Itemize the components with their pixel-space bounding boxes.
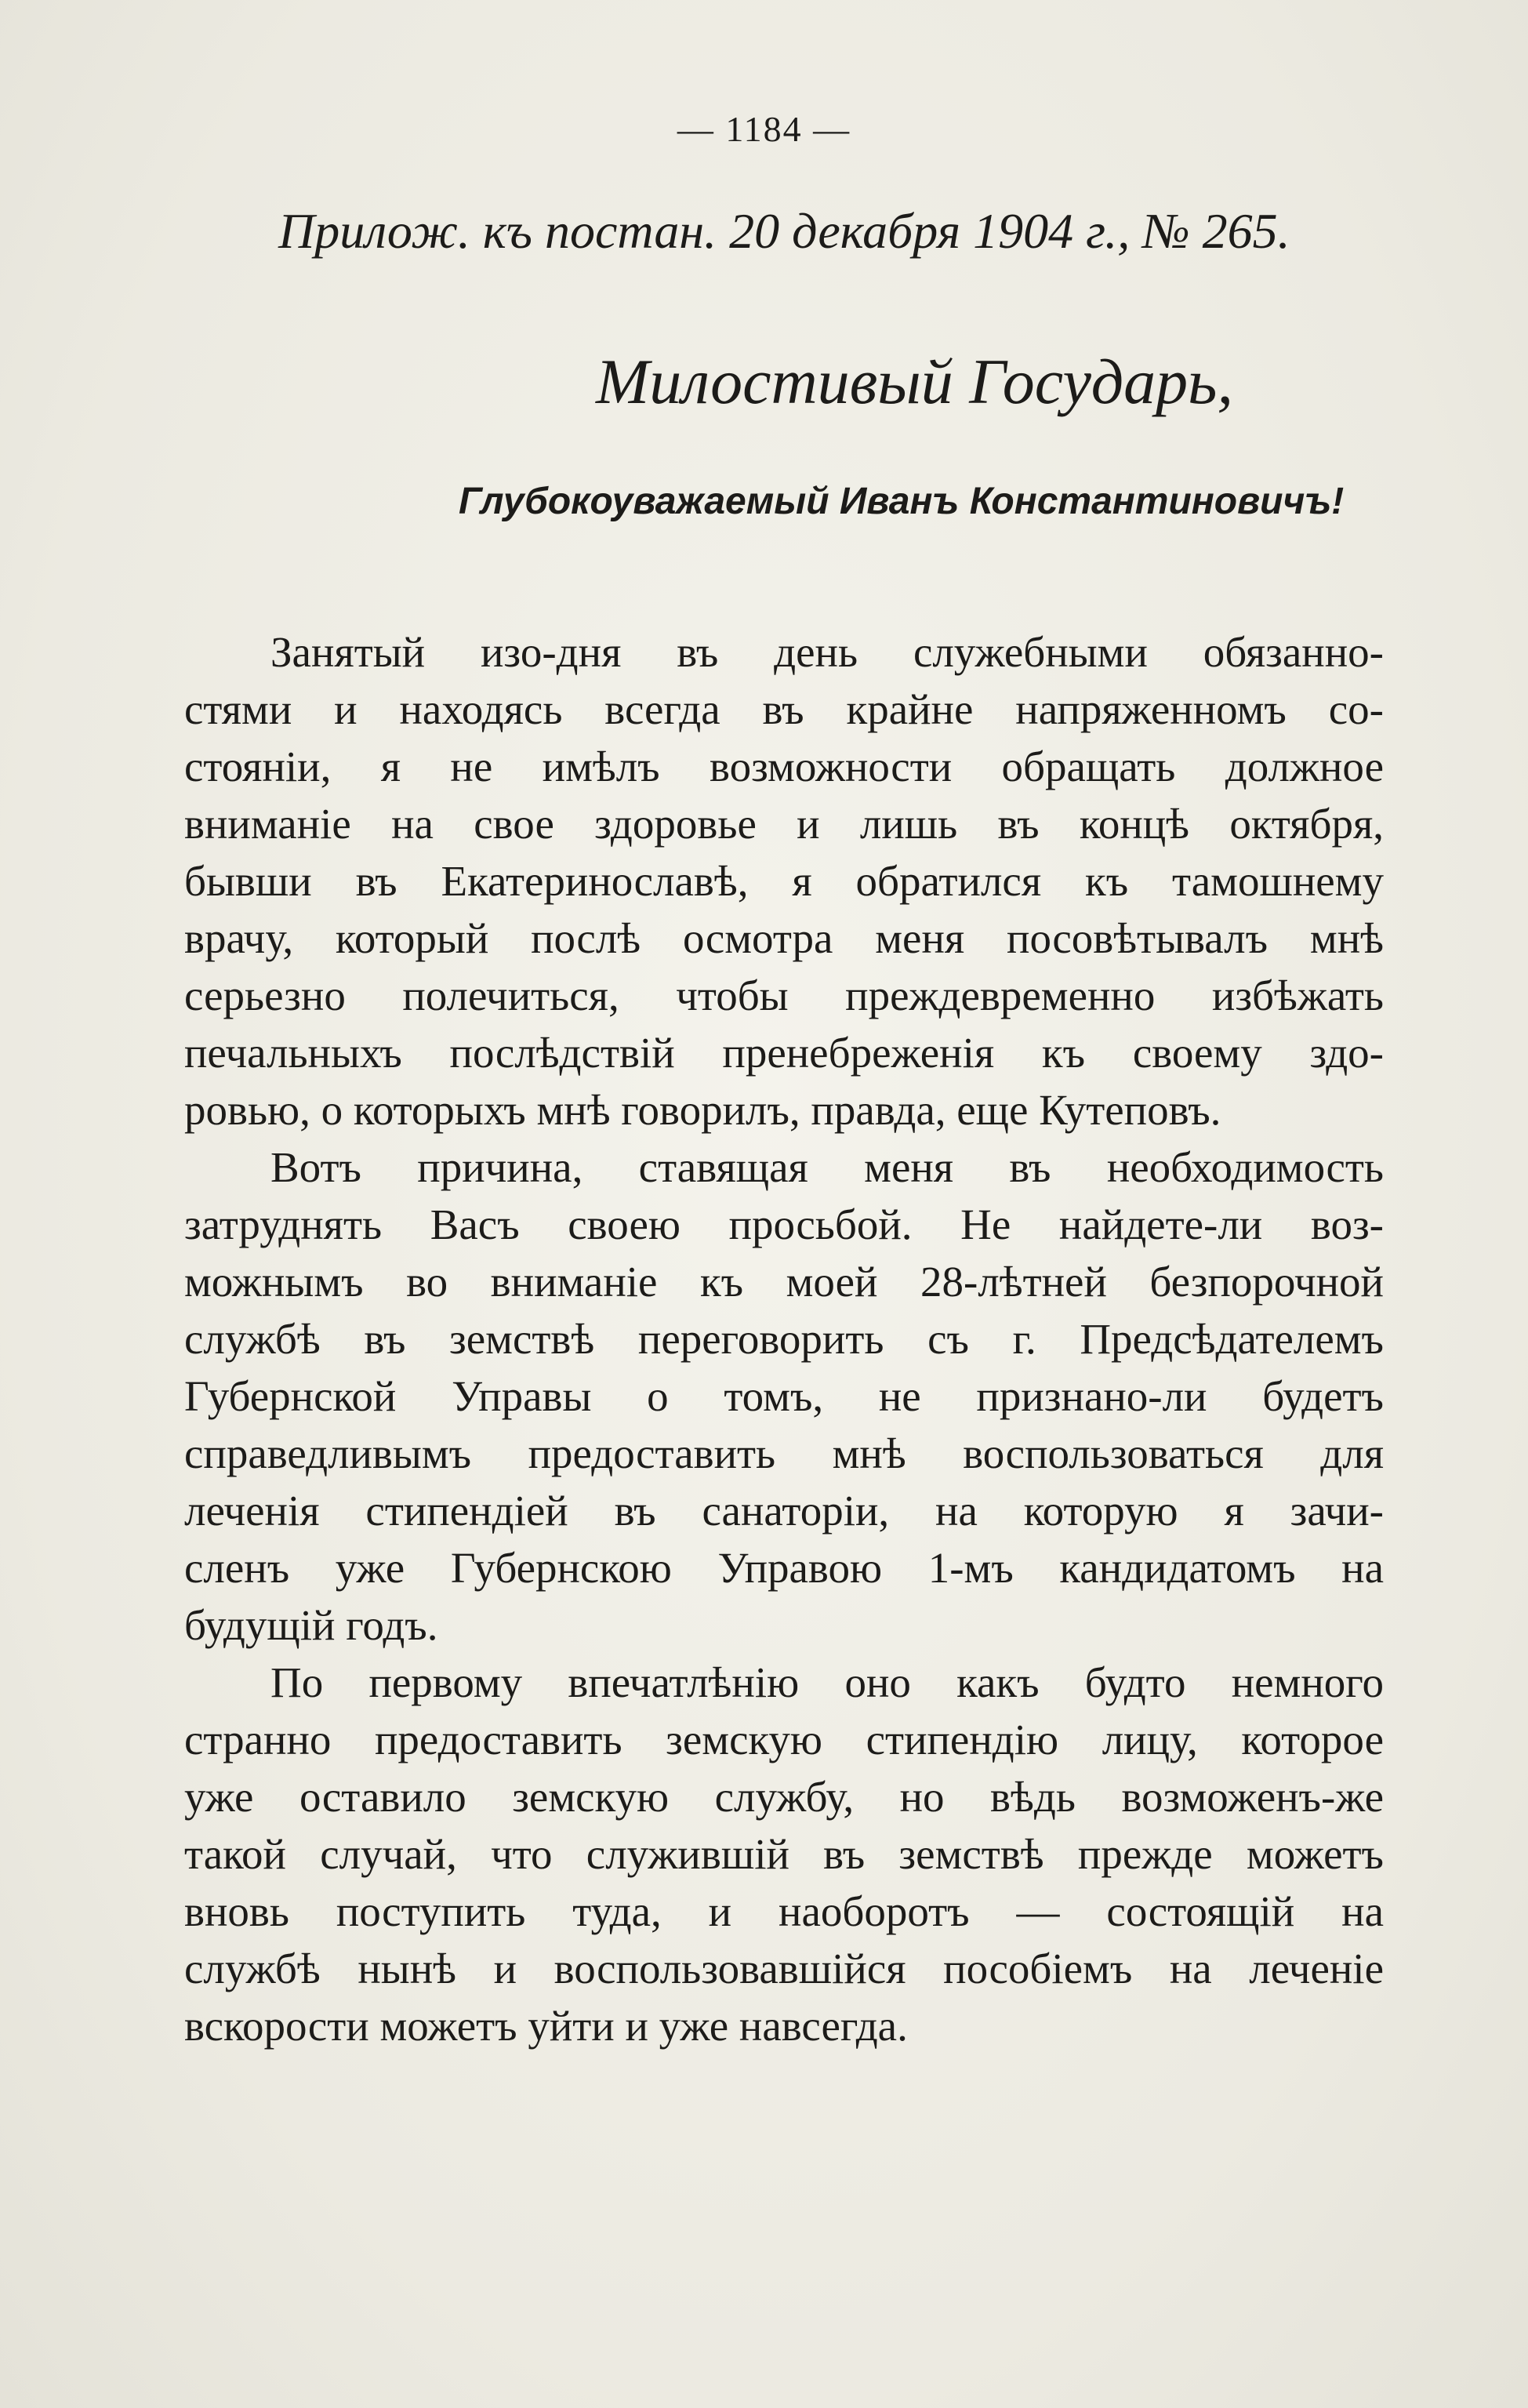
text-line: серьезно полечиться, чтобы преждевременно избѣжать <box>184 972 1384 1019</box>
text-line: врачу, который послѣ осмотра меня посовѣтывалъ мнѣ <box>184 914 1384 962</box>
text-line: можнымъ во вниманіе къ моей 28-лѣтней безпорочной <box>184 1258 1384 1306</box>
letter-body <box>184 623 1384 2054</box>
appendix-heading: Прилож. къ постан. 20 декабря 1904 г., № 265. <box>278 203 1290 259</box>
paragraph-2 <box>184 1139 1384 1654</box>
text-line: Вотъ причина, ставящая меня въ необходимость <box>270 1143 1384 1191</box>
text-line: странно предоставить земскую стипендію лицу, которое <box>184 1716 1384 1763</box>
text-line: справедливымъ предоставить мнѣ воспользоваться для <box>184 1429 1384 1477</box>
text-line: вскорости можетъ уйти и уже навсегда. <box>184 2002 908 2050</box>
text-line: затруднять Васъ своею просьбой. Не найдете-ли воз- <box>184 1200 1384 1248</box>
text-line: вновь поступить туда, и наоборотъ — состоящій на <box>184 1887 1384 1935</box>
text-line: леченія стипендіей въ санаторіи, на которую я зачи- <box>184 1487 1384 1535</box>
text-line: ровью, о которыхъ мнѣ говорилъ, правда, еще Кутеповъ. <box>184 1086 1221 1134</box>
text-line: печальныхъ послѣдствій пренебреженія къ своему здо- <box>184 1029 1384 1077</box>
text-line: такой случай, что служившій въ земствѣ прежде можетъ <box>184 1830 1384 1878</box>
text-line: службѣ въ земствѣ переговорить съ г. Предсѣдателемъ <box>184 1315 1384 1363</box>
text-line: сленъ уже Губернскою Управою 1-мъ кандидатомъ на <box>184 1544 1384 1592</box>
text-line: стояніи, я не имѣлъ возможности обращать должное <box>184 743 1384 790</box>
text-line: Занятый изо-дня въ день служебными обязанно- <box>270 628 1384 676</box>
text-line: бывши въ Екатеринославѣ, я обратился къ тамошнему <box>184 857 1384 905</box>
text-line: службѣ нынѣ и воспользовавшійся пособіемъ на леченіе <box>184 1945 1384 1992</box>
text-line: будущій годъ. <box>184 1601 438 1649</box>
paragraph-3 <box>184 1654 1384 2054</box>
text-line: вниманіе на свое здоровье и лишь въ концѣ октября, <box>184 800 1384 848</box>
page-number: — 1184 — <box>677 109 851 149</box>
text-line: уже оставило земскую службу, но вѣдь возможенъ-же <box>184 1773 1384 1821</box>
text-line: стями и находясь всегда въ крайне напряженномъ со- <box>184 685 1384 733</box>
text-line: По первому впечатлѣнію оно какъ будто немного <box>270 1658 1384 1706</box>
text-line: Губернской Управы о томъ, не признано-ли будетъ <box>184 1372 1384 1420</box>
salutation: Милостивый Государь, <box>596 346 1233 417</box>
address-line: Глубокоуважаемый Иванъ Константиновичъ! <box>459 481 1345 522</box>
paragraph-1 <box>184 623 1384 1139</box>
